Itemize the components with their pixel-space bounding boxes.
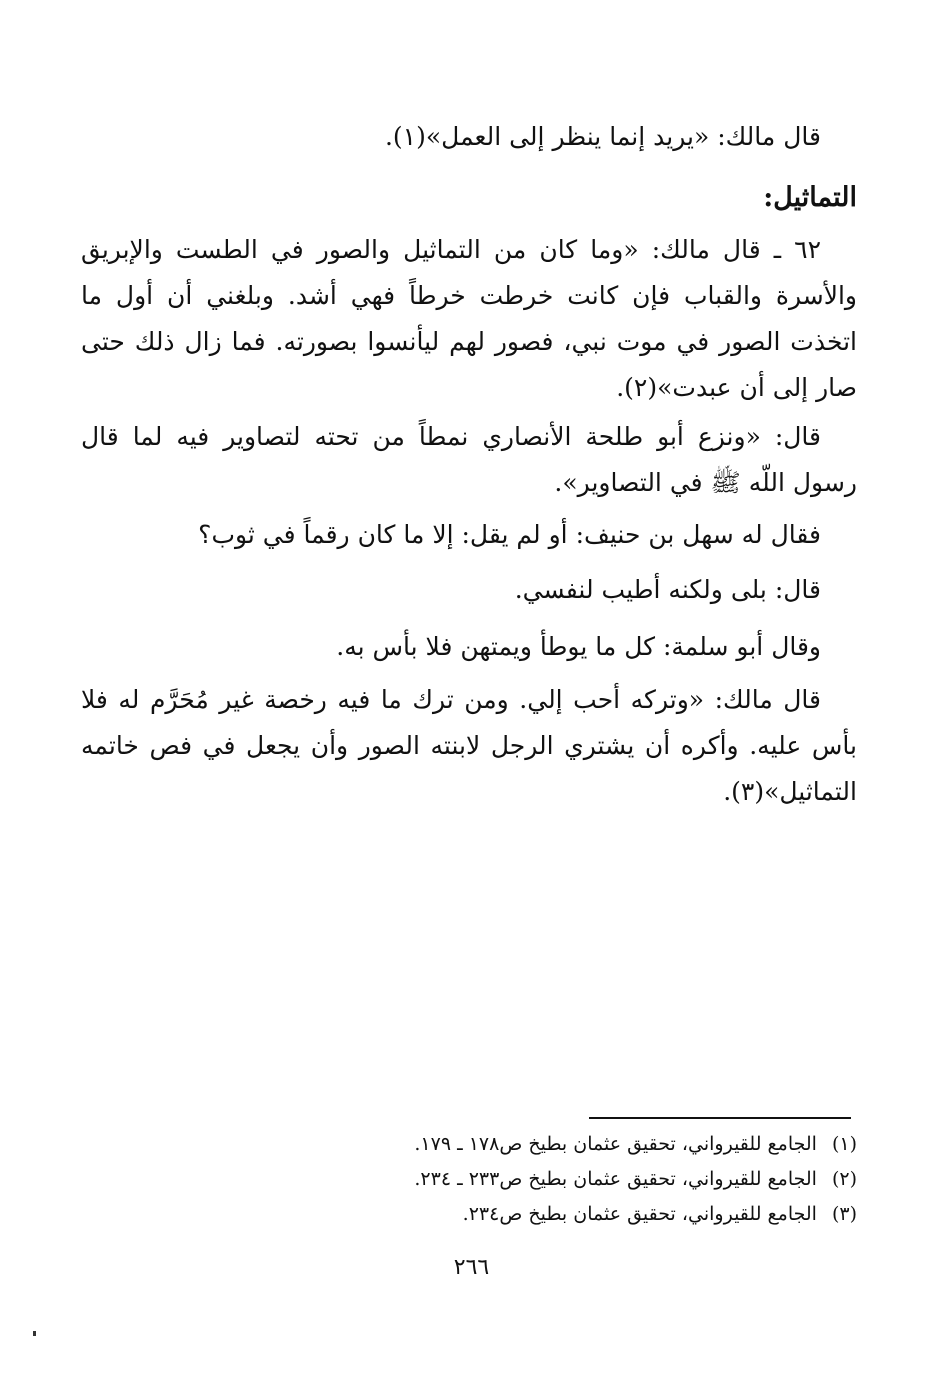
paragraph-malik-final: قال مالك: «وتركه أحب إلي. ومن ترك ما فيه رخصة غير مُحَرَّم له فلا بأس عليه. وأكره أن يشتري الرجل لابنته الصور وأن يجعل في فص خاتمه التماثيل»(٣). (81, 685, 857, 806)
footnote-number: (٣) (831, 1203, 857, 1225)
paragraph-malik-quote: قال مالك: «يريد إنما ينظر إلى العمل»(١). (384, 122, 821, 151)
paragraph-abu-salama: وقال أبو سلمة: كل ما يوطأ ويمتهن فلا بأس به. (336, 632, 821, 661)
footnote-number: (١) (831, 1133, 857, 1155)
scan-speck (33, 1331, 36, 1336)
footnote-1 (297, 1128, 857, 1160)
page-number: ٢٦٦ (453, 1255, 490, 1280)
footnote-3 (297, 1198, 857, 1230)
paragraph-62: ٦٢ ـ قال مالك: «وما كان من التماثيل والصور في الطست والإبريق والأسرة والقباب فإن كانت خرطت خرطاً فهي أشد. وبلغني أن أول ما اتخذت الصور في موت نبي، فصور لهم ليأنسوا بصورته. فما زال ذلك حتى صار إلى أن عبدت»(٢). (81, 235, 857, 402)
paragraph-abu-talha: قال: «ونزع أبو طلحة الأنصاري نمطاً من تحته لتصاوير فيه لما قال رسول اللّه ﷺ في التصاوير». (81, 422, 857, 497)
paragraph-sahl: فقال له سهل بن حنيف: أو لم يقل: إلا ما كان رقماً في ثوب؟ (198, 520, 821, 549)
paragraph-reply: قال: بلى ولكنه أطيب لنفسي. (514, 575, 821, 604)
footnote-number: (٢) (831, 1168, 857, 1190)
footnote-text: الجامع للقيرواني، تحقيق عثمان بطيخ ص٢٣٣ ـ ٢٣٤. (414, 1168, 817, 1190)
footnote-text: الجامع للقيرواني، تحقيق عثمان بطيخ ص١٧٨ ـ ١٧٩. (414, 1133, 817, 1155)
footnote-divider (589, 1117, 851, 1119)
footnote-2 (297, 1163, 857, 1195)
section-heading: التماثيل: (763, 182, 857, 213)
footnote-text: الجامع للقيرواني، تحقيق عثمان بطيخ ص٢٣٤. (462, 1203, 817, 1225)
